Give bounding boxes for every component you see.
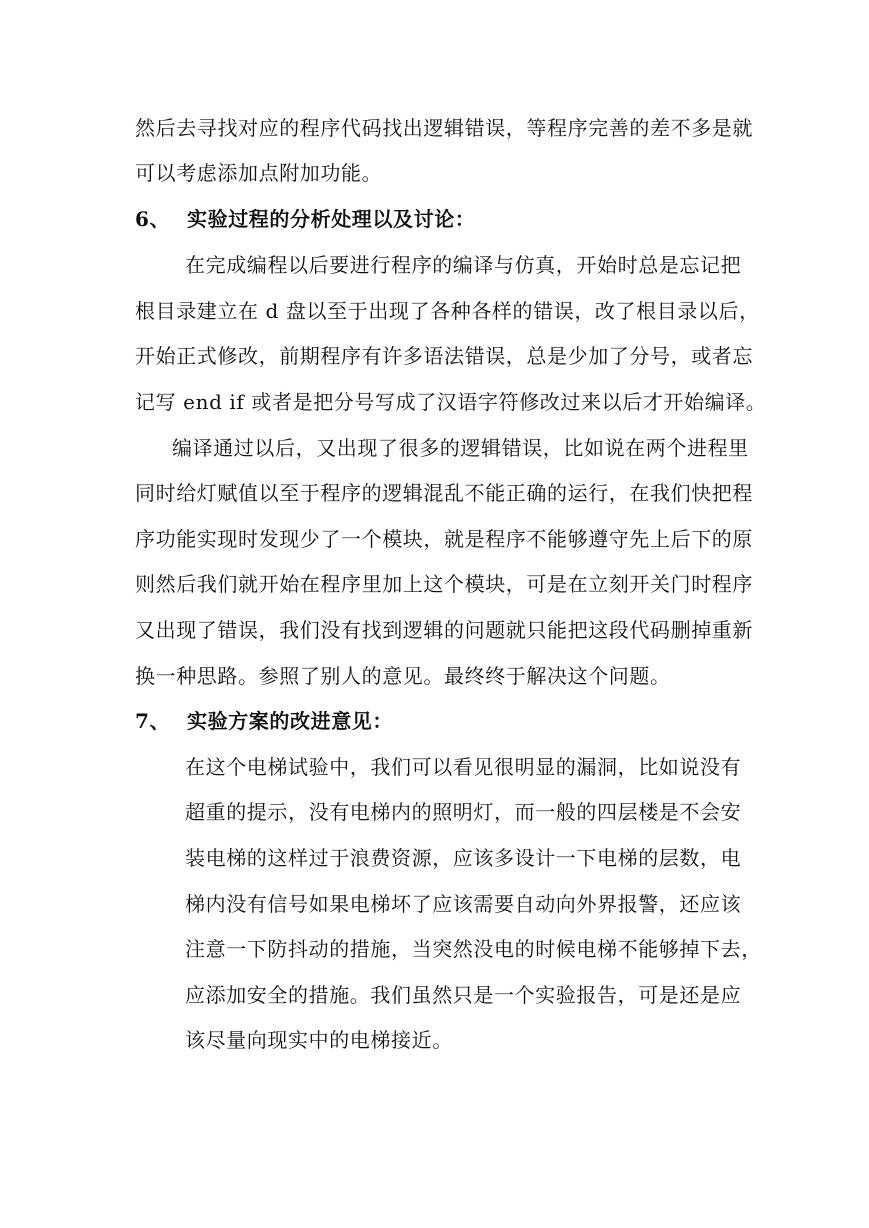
section-6-p2-line-2: 同时给灯赋值以至于程序的逻辑混乱不能正确的运行，在我们快把程 [135,481,753,505]
intro-line-1: 然后去寻找对应的程序代码找出逻辑错误，等程序完善的差不多是就 [135,116,753,140]
section-6-title: 实验过程的分析处理以及讨论： [187,207,476,231]
section-7-line-7: 该尽量向现实中的电梯接近。 [185,1028,453,1052]
section-7-title: 实验方案的改进意见： [187,709,393,733]
section-7-line-3: 装电梯的这样过于浪费资源，应该多设计一下电梯的层数，电 [185,846,742,870]
section-6-p2-line-6: 换一种思路。参照了别人的意见。最终终于解决这个问题。 [135,664,671,688]
section-7-line-5: 注意一下防抖动的措施，当突然没电的时候电梯不能够掉下去， [185,937,762,961]
section-6-p2-line-3: 序功能实现时发现少了一个模块，就是程序不能够遵守先上后下的原 [135,527,753,551]
section-6-p2-line-1: 编译通过以后，又出现了很多的逻辑错误，比如说在两个进程里 [172,436,749,460]
section-7-line-2: 超重的提示，没有电梯内的照明灯，而一般的四层楼是不会安 [185,800,742,824]
section-6-p1-line-2: 根目录建立在 d 盘以至于出现了各种各样的错误，改了根目录以后， [135,299,760,323]
section-6-number: 6、 [135,207,171,231]
section-6-heading [135,205,475,233]
section-7-line-6: 应添加安全的措施。我们虽然只是一个实验报告，可是还是应 [185,983,742,1007]
section-7-number: 7、 [135,709,171,733]
intro-line-2: 可以考虑添加点附加功能。 [135,161,383,185]
section-7-heading [135,707,393,735]
section-7-line-1: 在这个电梯试验中，我们可以看见很明显的漏洞，比如说没有 [185,755,742,779]
section-6-p2-line-4: 则然后我们就开始在程序里加上这个模块，可是在立刻开关门时程序 [135,572,753,596]
section-6-p1-line-3: 开始正式修改，前期程序有许多语法错误，总是少加了分号，或者忘 [135,344,753,368]
section-6-p1-line-1: 在完成编程以后要进行程序的编译与仿真，开始时总是忘记把 [185,253,742,277]
section-7-line-4: 梯内没有信号如果电梯坏了应该需要自动向外界报警，还应该 [185,892,742,916]
section-6-p2-line-5: 又出现了错误，我们没有找到逻辑的问题就只能把这段代码删掉重新 [135,618,753,642]
section-6-p1-line-4: 记写 end if 或者是把分号写成了汉语字符修改过来以后才开始编译。 [135,390,767,414]
